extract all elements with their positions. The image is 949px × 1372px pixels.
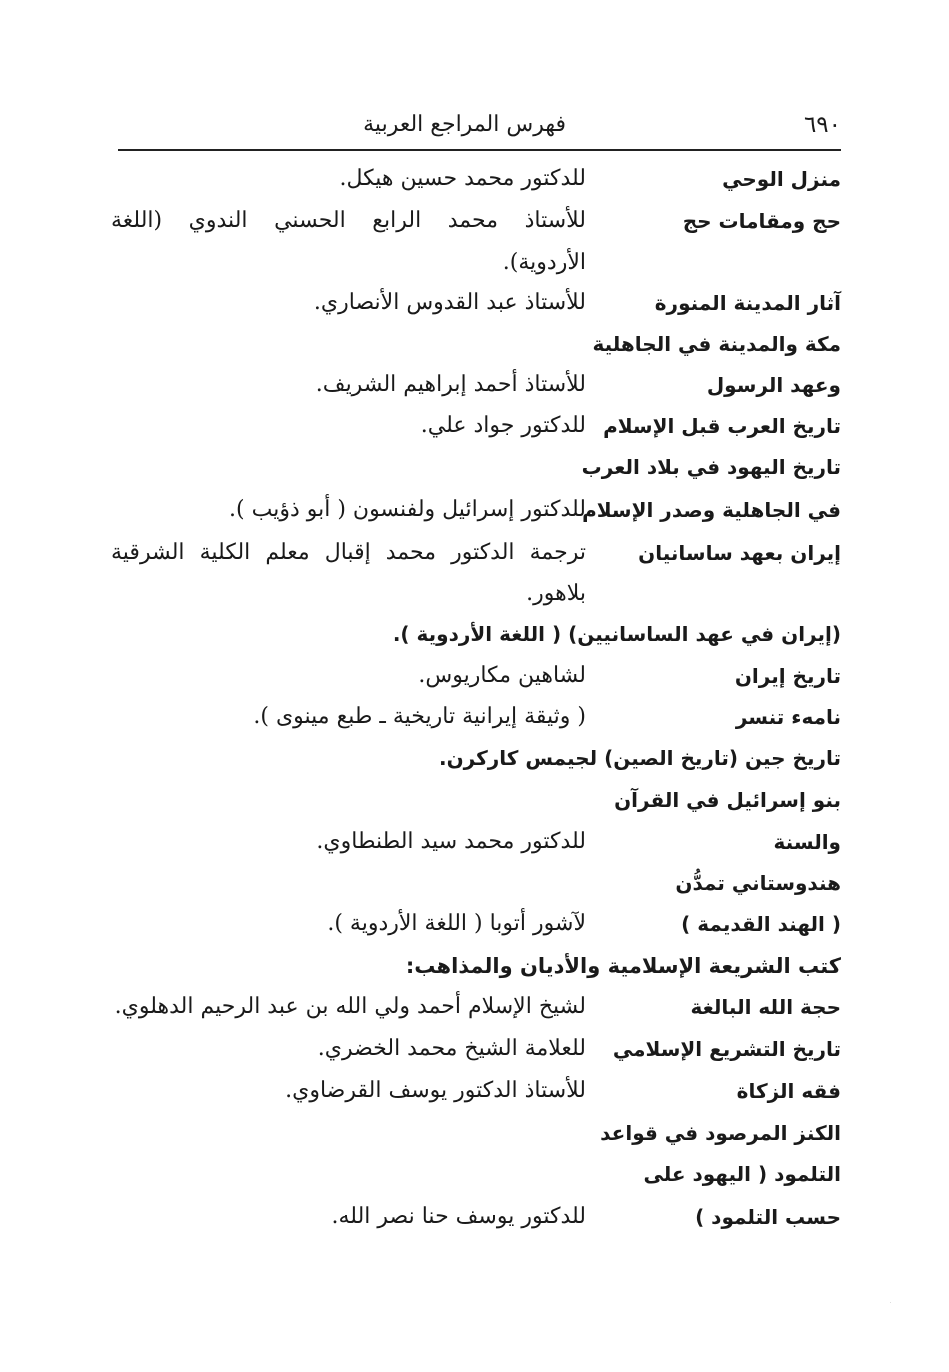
entry-line xyxy=(111,405,841,447)
entry-author: ترجمة الدكتور محمد إقبال معلم الكلية الشرقية xyxy=(111,540,586,565)
entry-line xyxy=(111,158,841,200)
entry-line xyxy=(111,489,841,531)
entry-full-line: (إيران في عهد الساسانيين) ( اللغة الأردوية ). xyxy=(392,622,841,646)
entry-title: تاريخ العرب قبل الإسلام xyxy=(603,414,841,438)
entry-author: للأستاذ الدكتور يوسف القرضاوي. xyxy=(285,1078,586,1103)
page-number: ٦٩٠ xyxy=(803,112,841,138)
entry-author: للأستاذ محمد الرابع الحسني الندوي (اللغة xyxy=(111,208,586,233)
entry-line xyxy=(111,323,841,365)
entry-line xyxy=(111,613,841,655)
page-header xyxy=(118,112,841,148)
entry-title: إيران بعهد ساسانيان xyxy=(638,541,841,565)
section-heading: كتب الشريعة الإسلامية والأديان والمذاهب: xyxy=(405,954,841,978)
entry-line xyxy=(111,532,841,574)
entry-line xyxy=(111,446,841,488)
entry-line xyxy=(111,1112,841,1154)
entry-title: حسب التلمود ) xyxy=(695,1205,841,1229)
entry-line xyxy=(111,779,841,821)
entry-title: نامهء تنسر xyxy=(735,705,841,729)
entry-title: بنو إسرائيل في القرآن xyxy=(614,788,841,812)
entry-line xyxy=(111,986,841,1028)
scan-speck xyxy=(890,1302,891,1303)
entry-title: في الجاهلية وصدر الإسلام xyxy=(582,498,841,522)
entry-title: التلمود ( اليهود على xyxy=(643,1162,841,1186)
entry-line xyxy=(111,200,841,242)
entry-line xyxy=(111,1028,841,1070)
entry-author: للدكتور جواد علي. xyxy=(420,413,586,438)
entry-title: فقه الزكاة xyxy=(736,1079,841,1103)
entry-title: هندوستاني تمدُّن xyxy=(675,871,841,895)
entry-title: ( الهند القديمة ) xyxy=(681,912,841,936)
entry-author-continued: بلاهور. xyxy=(526,581,586,606)
entry-line xyxy=(111,364,841,406)
entry-line xyxy=(111,242,841,284)
entry-title: حجة الله البالغة xyxy=(690,995,841,1019)
entry-title: آثار المدينة المنورة xyxy=(654,291,841,315)
entry-line xyxy=(111,862,841,904)
entry-title: وعهد الرسول xyxy=(706,373,841,397)
entry-author: للعلامة الشيخ محمد الخضري. xyxy=(317,1036,586,1061)
entry-title: مكة والمدينة في الجاهلية xyxy=(592,332,841,356)
entry-author: للدكتور محمد حسين هيكل. xyxy=(339,166,586,191)
entry-line xyxy=(111,1196,841,1238)
header-rule xyxy=(118,149,841,151)
entry-full-line: تاريخ جين (تاريخ الصين) لجيمس كاركرن. xyxy=(439,746,841,770)
entry-author: للأستاذ عبد القدوس الأنصاري. xyxy=(313,290,586,315)
entry-title: تاريخ اليهود في بلاد العرب xyxy=(581,455,841,479)
entry-line xyxy=(111,282,841,324)
entry-line xyxy=(111,1070,841,1112)
section-line xyxy=(111,945,841,987)
entry-line xyxy=(111,821,841,863)
entry-title: حج ومقامات حج xyxy=(682,209,841,233)
entry-line xyxy=(111,696,841,738)
entry-author: للأستاذ أحمد إبراهيم الشريف. xyxy=(315,372,586,397)
entry-author-continued: الأردوية). xyxy=(502,250,586,275)
entry-title: والسنة xyxy=(773,830,841,854)
entry-title: تاريخ التشريع الإسلامي xyxy=(612,1037,841,1061)
entry-title: الكنز المرصود في قواعد xyxy=(600,1121,841,1145)
entry-title: منزل الوحي xyxy=(722,167,841,191)
entry-author: لشاهين مكاريوس. xyxy=(418,663,586,688)
entry-author: للدكتور محمد سيد الطنطاوي. xyxy=(316,829,586,854)
entry-author: لآشور أتوبا ( اللغة الأردوية ). xyxy=(327,911,586,936)
entry-line xyxy=(111,655,841,697)
entry-author: للدكتور يوسف حنا نصر الله. xyxy=(331,1204,586,1229)
entry-author: ( وثيقة إيرانية تاريخية ـ طبع مينوى ). xyxy=(253,704,586,729)
entry-line xyxy=(111,1153,841,1195)
entry-title: تاريخ إيران xyxy=(734,664,841,688)
entry-line xyxy=(111,903,841,945)
entry-line xyxy=(111,737,841,779)
entry-author: لشيخ الإسلام أحمد ولي الله بن عبد الرحيم الدهلوي. xyxy=(114,994,586,1019)
entry-line xyxy=(111,573,841,615)
entry-author: للدكتور إسرائيل ولفنسون ( أبو ذؤيب ). xyxy=(229,497,586,522)
running-title: فهرس المراجع العربية xyxy=(363,112,566,137)
